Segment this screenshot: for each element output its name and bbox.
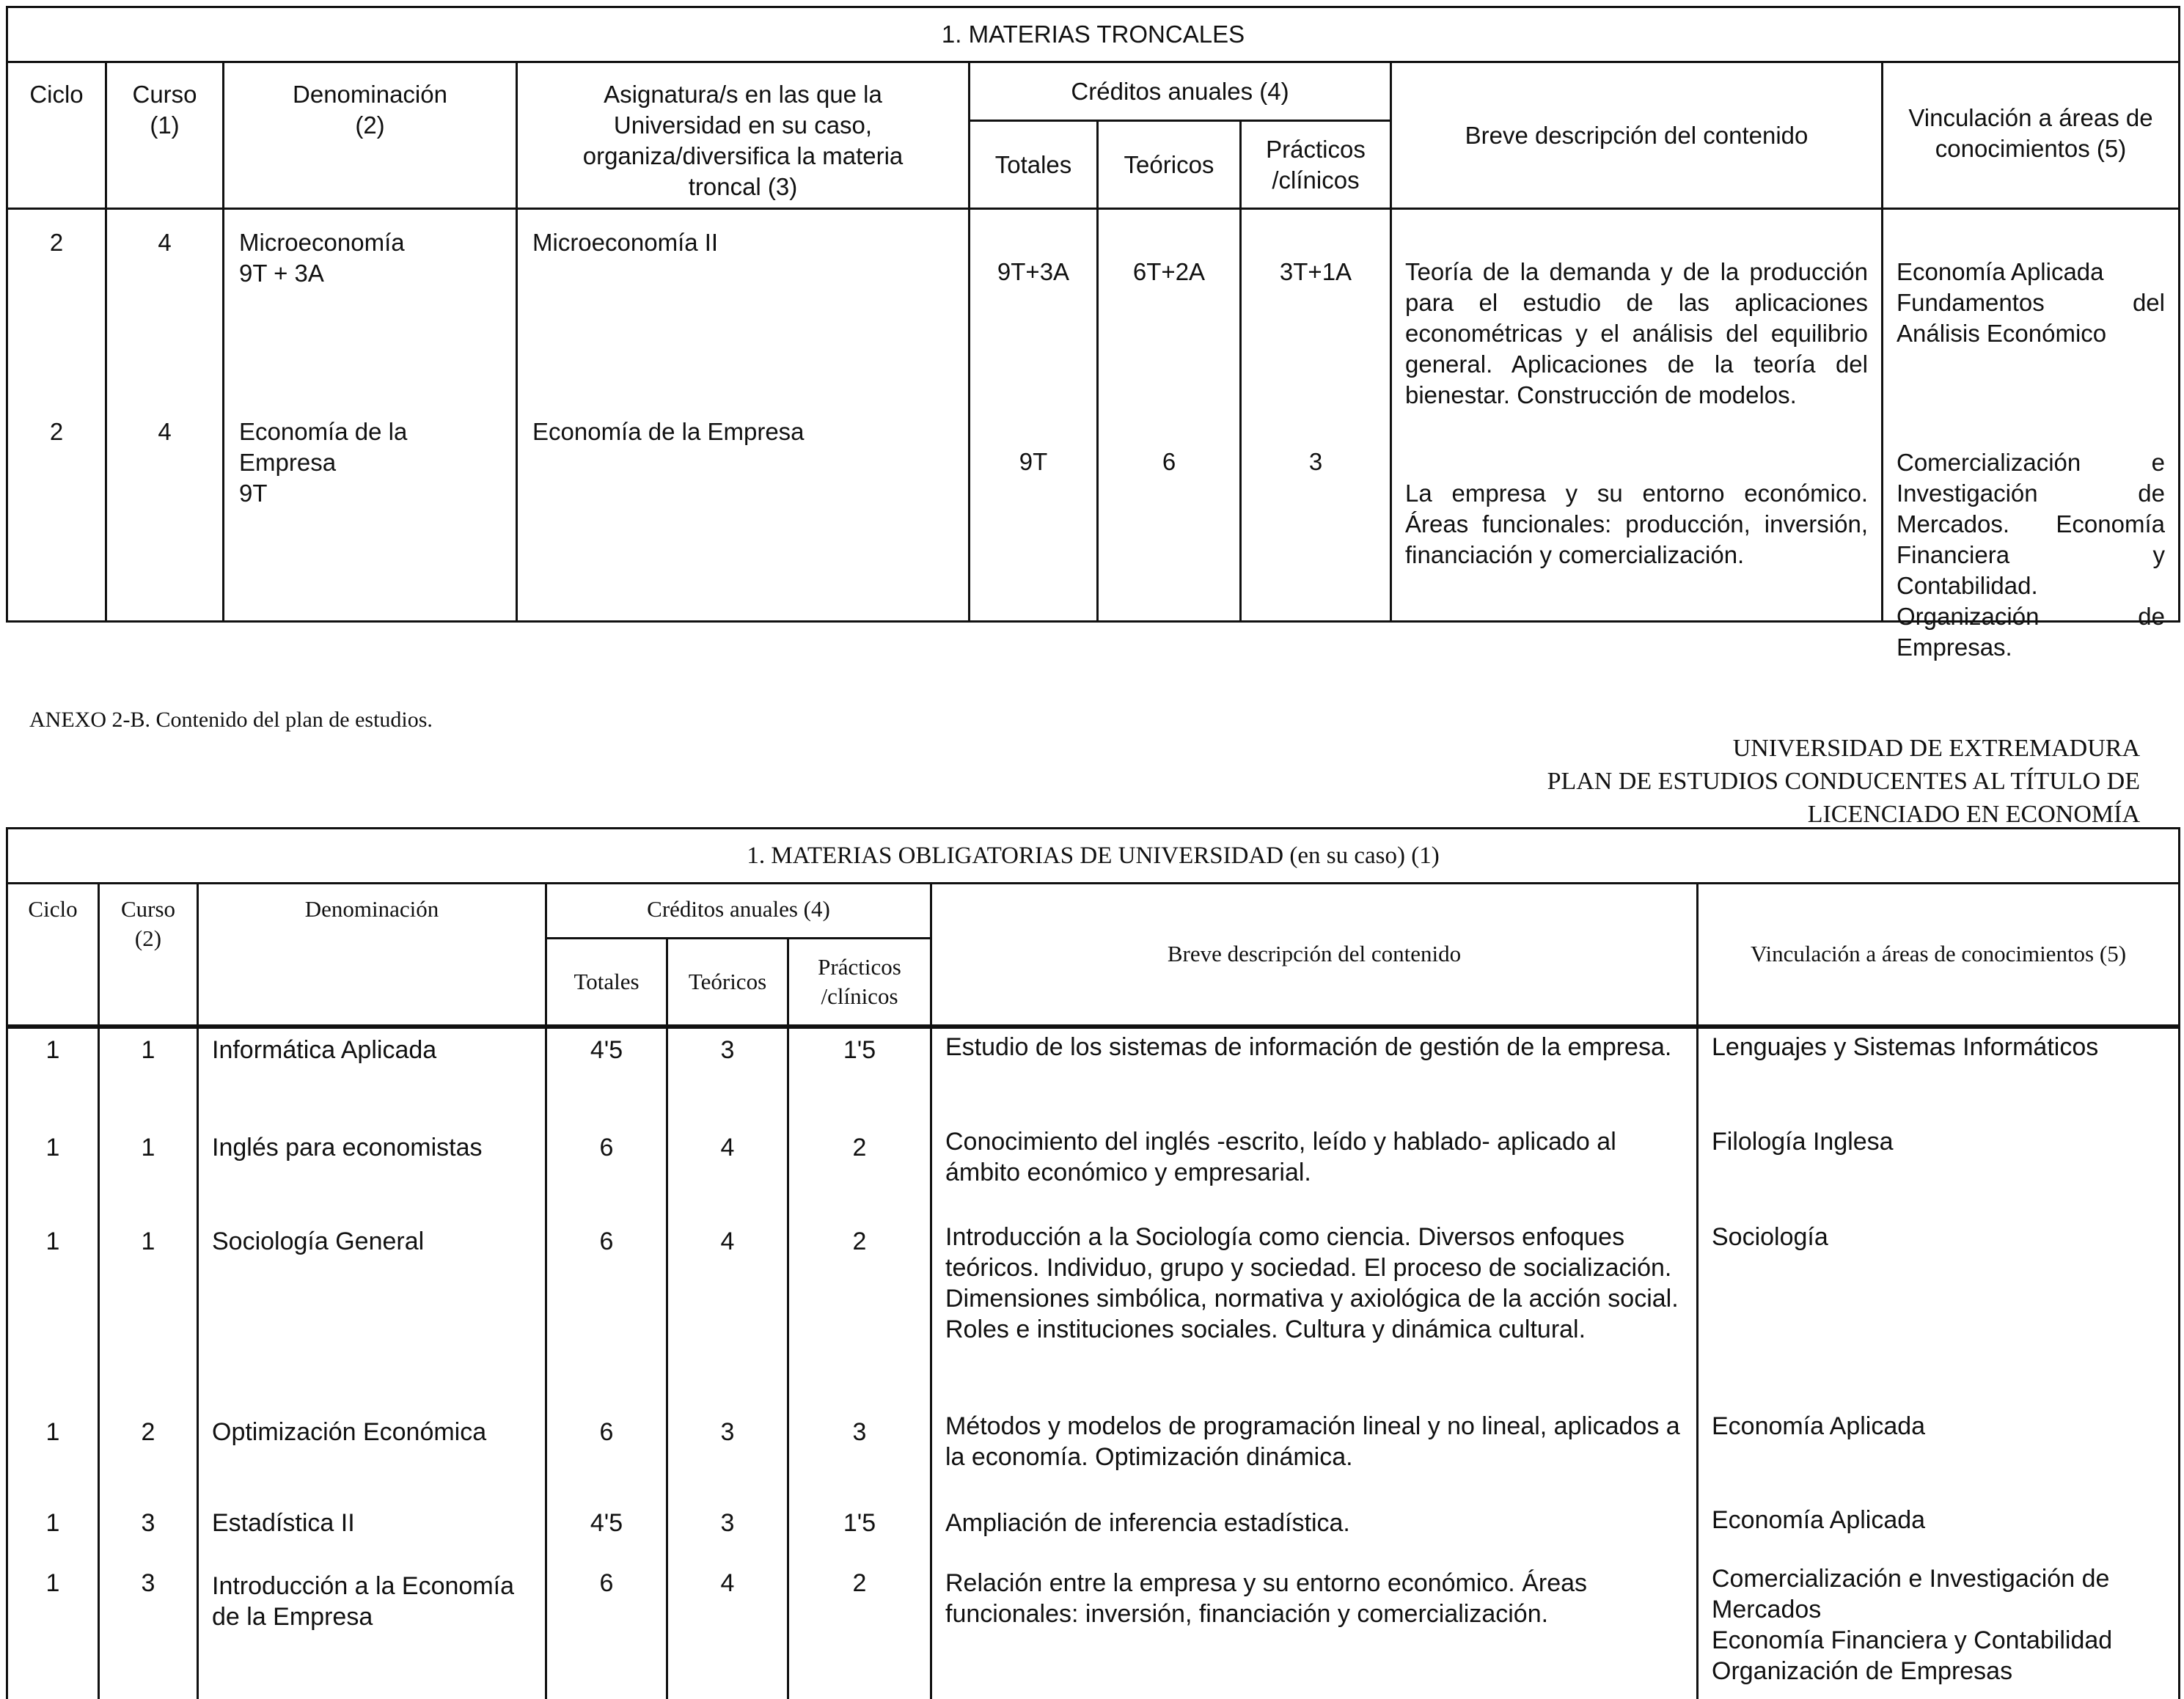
practicos-value: 2 bbox=[788, 1563, 931, 1699]
totales-value: 6 bbox=[546, 1122, 667, 1217]
totales-cell bbox=[970, 209, 1098, 621]
descripcion-value: Introducción a la Sociología como ciencia. Diversos enfoques teóricos. Individuo, grupo y sociedad. El proceso de socialización. Dimensiones simbólica, normativa y axiológica de la acción social. Roles e instituciones sociales. Cultura y dinámica cultural. bbox=[931, 1217, 1698, 1406]
table-row bbox=[7, 1406, 2180, 1500]
ciclo-value: 2 bbox=[49, 229, 64, 256]
curso-value: 1 bbox=[99, 1027, 198, 1122]
vinculacion-cell bbox=[1883, 209, 2180, 661]
curso-value: 1 bbox=[99, 1122, 198, 1217]
header-asignatura: Asignatura/s en las que la Universidad en su caso, organiza/diversifica la materia troncal (3) bbox=[517, 62, 970, 209]
header-vinculacion: Vinculación a áreas de conocimientos (5) bbox=[1698, 884, 2180, 1027]
curso-value: 3 bbox=[99, 1563, 198, 1699]
practicos-value: 3 bbox=[788, 1406, 931, 1500]
totales-value: 4'5 bbox=[546, 1027, 667, 1122]
ciclo-value: 1 bbox=[7, 1217, 99, 1406]
descripcion-value: Teoría de la demanda y de la producción para el estudio de las aplicaciones econométricas y el análisis del equilibrio general. Aplicaciones de la teoría del bienestar. Construcción de modelos. bbox=[1405, 258, 1868, 408]
header-teoricos: Teóricos bbox=[667, 939, 788, 1027]
teoricos-value: 6T+2A bbox=[1132, 258, 1206, 285]
totales-value: 6 bbox=[546, 1563, 667, 1699]
table-row bbox=[7, 1500, 2180, 1563]
header-teoricos: Teóricos bbox=[1098, 121, 1241, 209]
table-row bbox=[7, 1217, 2180, 1406]
ciclo-value: 1 bbox=[7, 1122, 99, 1217]
teoricos-value: 4 bbox=[667, 1563, 788, 1699]
vinculacion-value: Economía Aplicada Fundamentos del Análisis Económico bbox=[1897, 258, 2165, 347]
descripcion-cell bbox=[1391, 209, 1883, 621]
vinculacion-value: Comercialización e Investigación de Mercados Economía Financiera y Contabilidad Organización de Empresas bbox=[1698, 1563, 2180, 1699]
troncales-title: 1. MATERIAS TRONCALES bbox=[7, 7, 2180, 62]
curso-value: 3 bbox=[99, 1500, 198, 1563]
teoricos-value: 4 bbox=[667, 1217, 788, 1406]
denominacion-value: Introducción a la Economía de la Empresa bbox=[198, 1563, 546, 1699]
obligatorias-table bbox=[6, 827, 2180, 1699]
plan-title: PLAN DE ESTUDIOS CONDUCENTES AL TÍTULO DE bbox=[1547, 768, 2140, 795]
asignatura-value: Microeconomía II bbox=[532, 229, 719, 256]
ciclo-value: 2 bbox=[49, 418, 64, 445]
header-descripcion: Breve descripción del contenido bbox=[931, 884, 1698, 1027]
practicos-value: 3T+1A bbox=[1279, 258, 1352, 285]
obligatorias-title: 1. MATERIAS OBLIGATORIAS DE UNIVERSIDAD (en su caso) (1) bbox=[7, 829, 2180, 884]
vinculacion-value: Lenguajes y Sistemas Informáticos bbox=[1698, 1027, 2180, 1122]
header-ciclo: Ciclo bbox=[7, 62, 106, 209]
header-creditos: Créditos anuales (4) bbox=[970, 62, 1391, 121]
header-totales: Totales bbox=[546, 939, 667, 1027]
denominacion-value: Sociología General bbox=[198, 1217, 546, 1406]
university-name: UNIVERSIDAD DE EXTREMADURA bbox=[1732, 735, 2140, 762]
practicos-value: 2 bbox=[788, 1122, 931, 1217]
totales-value: 9T bbox=[1019, 448, 1048, 475]
header-practicos: Prácticos /clínicos bbox=[788, 939, 931, 1027]
troncales-table bbox=[6, 6, 2180, 661]
curso-value: 1 bbox=[99, 1217, 198, 1406]
header-denominacion: Denominación bbox=[198, 884, 546, 1027]
descripcion-value: Ampliación de inferencia estadística. bbox=[931, 1500, 1698, 1563]
header-denominacion: Denominación (2) bbox=[224, 62, 517, 209]
descripcion-value: La empresa y su entorno económico. Áreas funcionales: producción, inversión, financiación y comercialización. bbox=[1405, 480, 1868, 568]
descripcion-value: Relación entre la empresa y su entorno económico. Áreas funcionales: inversión, financiación y comercialización. bbox=[931, 1563, 1698, 1699]
university-heading bbox=[1547, 732, 2140, 831]
table-row bbox=[7, 1563, 2180, 1699]
asignatura-cell bbox=[517, 209, 970, 621]
vinculacion-value: Filología Inglesa bbox=[1698, 1122, 2180, 1217]
ciclo-value: 1 bbox=[7, 1563, 99, 1699]
practicos-value: 1'5 bbox=[788, 1500, 931, 1563]
ciclo-cell bbox=[7, 209, 106, 621]
header-creditos: Créditos anuales (4) bbox=[546, 884, 931, 939]
annex-caption: ANEXO 2-B. Contenido del plan de estudios. bbox=[29, 708, 433, 732]
totales-value: 9T+3A bbox=[997, 258, 1070, 285]
practicos-cell bbox=[1241, 209, 1391, 621]
header-curso: Curso (1) bbox=[106, 62, 224, 209]
vinculacion-value: Sociología bbox=[1698, 1217, 2180, 1406]
header-totales: Totales bbox=[970, 121, 1098, 209]
totales-value: 6 bbox=[546, 1406, 667, 1500]
teoricos-value: 4 bbox=[667, 1122, 788, 1217]
denominacion-value: Estadística II bbox=[198, 1500, 546, 1563]
denominacion-value: Inglés para economistas bbox=[198, 1122, 546, 1217]
denominacion-value: Economía de la Empresa 9T bbox=[239, 418, 408, 507]
ciclo-value: 1 bbox=[7, 1406, 99, 1500]
degree-title: LICENCIADO EN ECONOMÍA bbox=[1807, 801, 2140, 828]
table-row bbox=[7, 1027, 2180, 1122]
curso-value: 4 bbox=[158, 418, 172, 445]
header-descripcion: Breve descripción del contenido bbox=[1391, 62, 1883, 209]
header-curso: Curso (2) bbox=[99, 884, 198, 1027]
vinculacion-value: Economía Aplicada bbox=[1698, 1406, 2180, 1500]
teoricos-value: 3 bbox=[667, 1027, 788, 1122]
practicos-value: 2 bbox=[788, 1217, 931, 1406]
header-vinculacion: Vinculación a áreas de conocimientos (5) bbox=[1883, 62, 2180, 209]
teoricos-value: 6 bbox=[1162, 448, 1176, 475]
denominacion-value: Informática Aplicada bbox=[198, 1027, 546, 1122]
vinculacion-value: Economía Aplicada bbox=[1698, 1500, 2180, 1563]
teoricos-value: 3 bbox=[667, 1406, 788, 1500]
ciclo-value: 1 bbox=[7, 1500, 99, 1563]
teoricos-value: 3 bbox=[667, 1500, 788, 1563]
denominacion-value: Microeconomía 9T + 3A bbox=[239, 229, 405, 287]
curso-cell bbox=[106, 209, 224, 621]
descripcion-value: Estudio de los sistemas de información de gestión de la empresa. bbox=[931, 1027, 1698, 1122]
curso-value: 4 bbox=[158, 229, 172, 256]
teoricos-cell bbox=[1098, 209, 1241, 621]
table-row bbox=[7, 1122, 2180, 1217]
ciclo-value: 1 bbox=[7, 1027, 99, 1122]
asignatura-value: Economía de la Empresa bbox=[532, 418, 805, 445]
totales-value: 6 bbox=[546, 1217, 667, 1406]
header-ciclo: Ciclo bbox=[7, 884, 99, 1027]
denominacion-value: Optimización Económica bbox=[198, 1406, 546, 1500]
vinculacion-value: Comercialización e Investigación de Mercados. Economía Financiera y Contabilidad. Organización de Empresas. bbox=[1897, 449, 2165, 661]
descripcion-value: Métodos y modelos de programación lineal y no lineal, aplicados a la economía. Optimización dinámica. bbox=[931, 1406, 1698, 1500]
totales-value: 4'5 bbox=[546, 1500, 667, 1563]
header-practicos: Prácticos /clínicos bbox=[1241, 121, 1391, 209]
practicos-value: 3 bbox=[1308, 448, 1323, 475]
curso-value: 2 bbox=[99, 1406, 198, 1500]
descripcion-value: Conocimiento del inglés -escrito, leído y hablado- aplicado al ámbito económico y empresarial. bbox=[931, 1122, 1698, 1217]
practicos-value: 1'5 bbox=[788, 1027, 931, 1122]
denominacion-cell bbox=[224, 209, 517, 621]
